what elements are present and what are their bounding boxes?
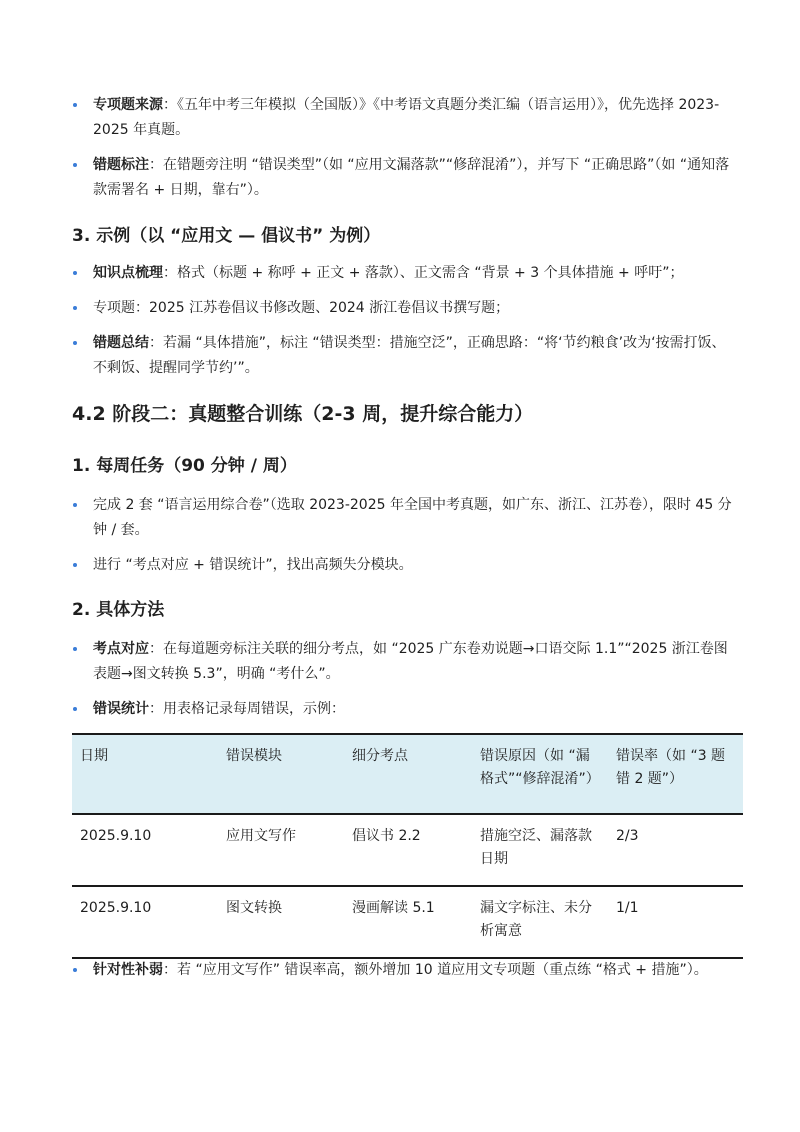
section-heading-example: 3. 示例（以 “应用文 — 倡议书” 为例） <box>72 226 381 246</box>
bullet-knowledge <box>93 261 733 286</box>
cell-date: 2025.9.10 <box>72 814 218 886</box>
bullet-special-topic <box>93 296 733 321</box>
cell-module: 应用文写作 <box>218 814 344 886</box>
header-rate: 错误率（如 “3 题错 2 题”） <box>608 734 743 814</box>
bullet-text: ：若漏 “具体措施”，标注 “错误类型：措施空泛”，正确思路：“将‘节约粮食’改为‘按需打饭、不剩饭、提醒同学节约’”。 <box>93 335 726 376</box>
bullet-text: ：在错题旁注明 “错误类型”（如 “应用文漏落款”“修辞混淆”），并写下 “正确思路”（如 “通知落款需署名 + 日期，靠右”）。 <box>93 157 730 198</box>
section-heading-weekly: 1. 每周任务（90 分钟 / 周） <box>72 456 297 476</box>
section-heading-methods: 2. 具体方法 <box>72 600 165 620</box>
bullet-text: 完成 2 套 “语言运用综合卷”（选取 2023-2025 年全国中考真题，如广东、浙江、江苏卷），限时 45 分钟 / 套。 <box>93 497 732 538</box>
cell-date: 2025.9.10 <box>72 886 218 958</box>
header-reason: 错误原因（如 “漏格式”“修辞混淆”） <box>472 734 608 814</box>
cell-reason: 漏文字标注、未分析寓意 <box>472 886 608 958</box>
bullet-label: 专项题来源 <box>93 97 163 113</box>
bullet-label: 考点对应 <box>93 641 149 657</box>
bullet-text: ：若 “应用文写作” 错误率高，额外增加 10 道应用文专项题（重点练 “格式 + 措施”）。 <box>163 962 708 978</box>
bullet-label: 知识点梳理 <box>93 265 163 281</box>
table-header-row <box>72 734 743 814</box>
bullet-error-stats <box>93 697 733 722</box>
bullet-text: ：在每道题旁标注关联的细分考点，如 “2025 广东卷劝说题→口语交际 1.1”“2025 浙江卷图表题→图文转换 5.3”，明确 “考什么”。 <box>93 641 728 682</box>
bullet-targeted-fix <box>93 958 733 983</box>
cell-rate: 1/1 <box>608 886 743 958</box>
bullet-label: 错误统计 <box>93 701 149 717</box>
bullet-label: 针对性补弱 <box>93 962 163 978</box>
cell-point: 漫画解读 5.1 <box>344 886 472 958</box>
bullet-label: 错题标注 <box>93 157 149 173</box>
header-module: 错误模块 <box>218 734 344 814</box>
bullet-text: ：《五年中考三年模拟（全国版）》《中考语文真题分类汇编（语言运用）》，优先选择 2023-2025 年真题。 <box>93 97 720 138</box>
cell-module: 图文转换 <box>218 886 344 958</box>
bullet-weekly-task <box>93 493 733 543</box>
bullet-text: ：格式（标题 + 称呼 + 正文 + 落款）、正文需含 “背景 + 3 个具体措施 + 呼吁”； <box>163 265 684 281</box>
bullet-text: 专项题：2025 江苏卷倡议书修改题、2024 浙江卷倡议书撰写题； <box>93 300 510 316</box>
error-stats-table <box>72 733 743 959</box>
bullet-weekly-stats <box>93 553 733 578</box>
bullet-text: 进行 “考点对应 + 错误统计”，找出高频失分模块。 <box>93 557 413 573</box>
bullet-source <box>93 93 733 143</box>
bullet-error-summary <box>93 331 733 381</box>
bullet-point-mapping <box>93 637 733 687</box>
stage-heading: 4.2 阶段二：真题整合训练（2-3 周，提升综合能力） <box>72 403 534 425</box>
table-row <box>72 886 743 958</box>
bullet-label: 错题总结 <box>93 335 149 351</box>
cell-rate: 2/3 <box>608 814 743 886</box>
table-row <box>72 814 743 886</box>
header-date: 日期 <box>72 734 218 814</box>
cell-point: 倡议书 2.2 <box>344 814 472 886</box>
cell-reason: 措施空泛、漏落款日期 <box>472 814 608 886</box>
bullet-mark-errors <box>93 153 733 203</box>
bullet-text: ：用表格记录每周错误，示例： <box>149 701 345 717</box>
header-point: 细分考点 <box>344 734 472 814</box>
